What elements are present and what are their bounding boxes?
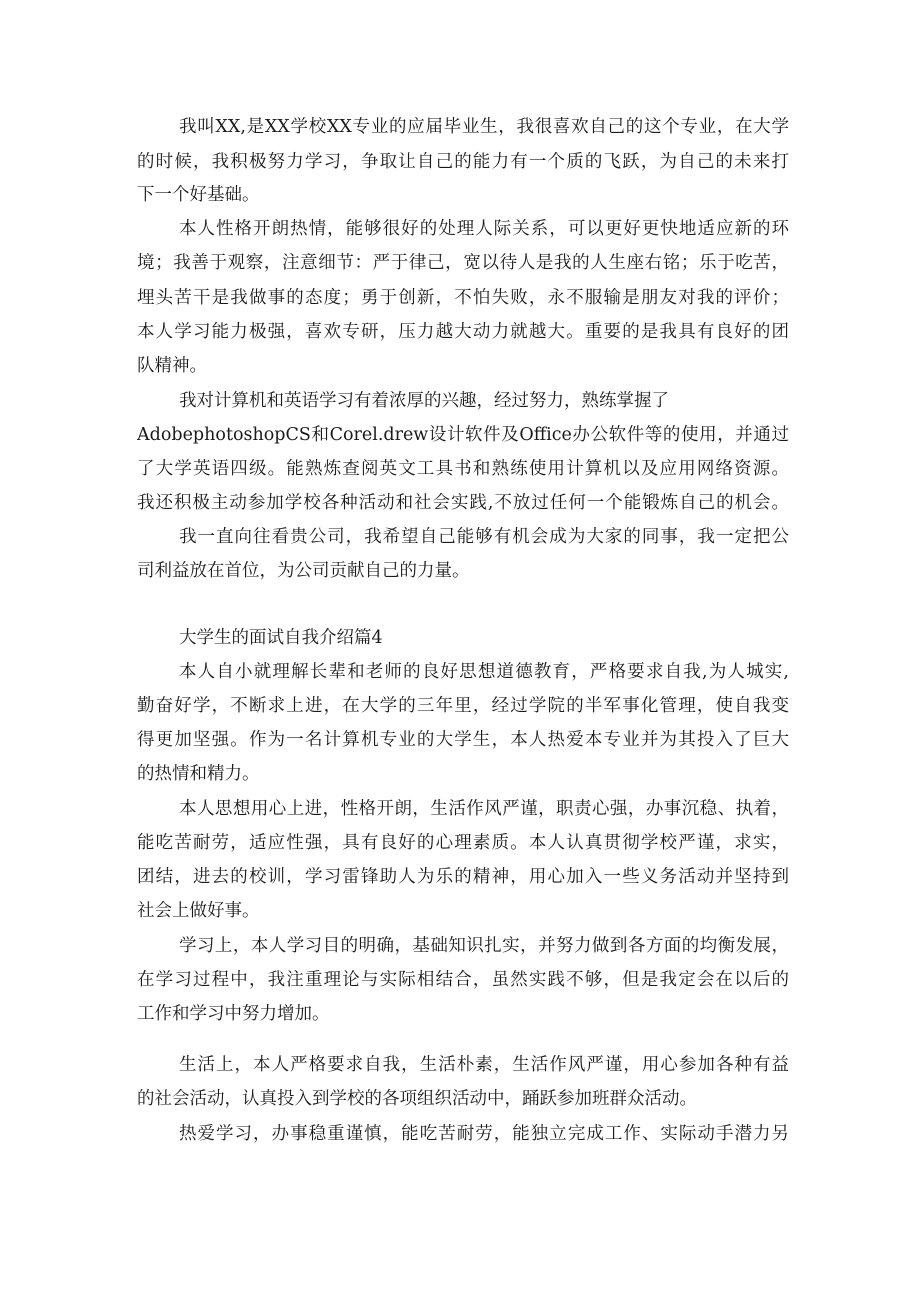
paragraph-line: 本人自小就理解长辈和老师的良好思想道德教育，严格要求自我,为人城实, — [179, 662, 789, 682]
paragraph-line: 团结，进去的校训，学习雷锋助人为乐的精神，用心加入一些义务活动并坚持到 — [137, 867, 789, 887]
paragraph-line: 埋头苦干是我做事的态度；勇于创新，不怕失败，永不服输是朋友对我的评价； — [137, 288, 789, 308]
paragraph-line: 本人性格开朗热情，能够很好的处理人际关系，可以更好更快地适应新的环 — [179, 219, 789, 239]
paragraph-line: 我还积极主动参加学校各种活动和社会实践,不放过任何一个能锻炼自己的机会。 — [137, 493, 789, 513]
section-heading: 大学生的面试自我介绍篇4 — [179, 628, 383, 648]
paragraph-line: 我一直向往看贵公司，我希望自己能够有机会成为大家的同事，我一定把公 — [179, 527, 789, 547]
paragraph-line: 本人思想用心上进，性格开朗，生活作风严谨，职责心强，办事沉稳、执着， — [179, 799, 789, 819]
paragraph-line: 工作和学习中努力增加。 — [137, 1004, 330, 1024]
paragraph-line: 队精神。 — [137, 356, 207, 376]
paragraph-line: 我叫XX,是XX学校XX专业的应届毕业生，我很喜欢自己的这个专业，在大学 — [179, 117, 789, 137]
paragraph-line: 了大学英语四级。能熟炼查阅英文工具书和熟练使用计算机以及应用网络资源。 — [137, 459, 789, 479]
paragraph-line: 我对计算机和英语学习有着浓厚的兴趣，经过努力，熟练掌握了 — [179, 391, 669, 411]
paragraph-line: 的热情和精力。 — [137, 764, 260, 784]
paragraph-line: AdobephotoshopCS和Corel.drew设计软件及Office办公软件等的使用，并通过 — [137, 425, 789, 445]
paragraph-line: 境；我善于观察，注意细节：严于律己，宽以待人是我的人生座右铭；乐于吃苦， — [137, 253, 789, 273]
paragraph-line: 得更加坚强。作为一名计算机专业的大学生，本人热爱本专业并为其投入了巨大 — [137, 730, 789, 750]
paragraph-line: 的社会活动，认真投入到学校的各项组织活动中，踊跃参加班群众活动。 — [137, 1089, 697, 1109]
paragraph-line: 的时候，我积极努力学习，争取让自己的能力有一个质的飞跃，为自己的未来打 — [137, 152, 789, 172]
paragraph-line: 能吃苦耐劳，适应性强，具有良好的心理素质。本人认真贯彻学校严谨，求实， — [137, 833, 789, 853]
paragraph-line: 在学习过程中，我注重理论与实际相结合，虽然实践不够，但是我定会在以后的 — [137, 970, 789, 990]
paragraph-line: 社会上做好事。 — [137, 901, 260, 921]
paragraph-line: 热爱学习，办事稳重谨慎，能吃苦耐劳，能独立完成工作、实际动手潜力另 — [179, 1124, 789, 1144]
paragraph-line: 司利益放在首位，为公司贡献自己的力量。 — [137, 561, 470, 581]
paragraph-line: 学习上，本人学习目的明确，基础知识扎实，并努力做到各方面的均衡发展， — [179, 936, 789, 956]
paragraph-line: 本人学习能力极强，喜欢专研，压力越大动力就越大。重要的是我具有良好的团 — [137, 322, 789, 342]
paragraph-line: 勤奋好学，不断求上进，在大学的三年里，经过学院的半军事化管理，使自我变 — [137, 696, 789, 716]
paragraph-line: 下一个好基础。 — [137, 185, 260, 205]
paragraph-line: 生活上，本人严格要求自我，生活朴素，生活作风严谨，用心参加各种有益 — [179, 1055, 789, 1075]
